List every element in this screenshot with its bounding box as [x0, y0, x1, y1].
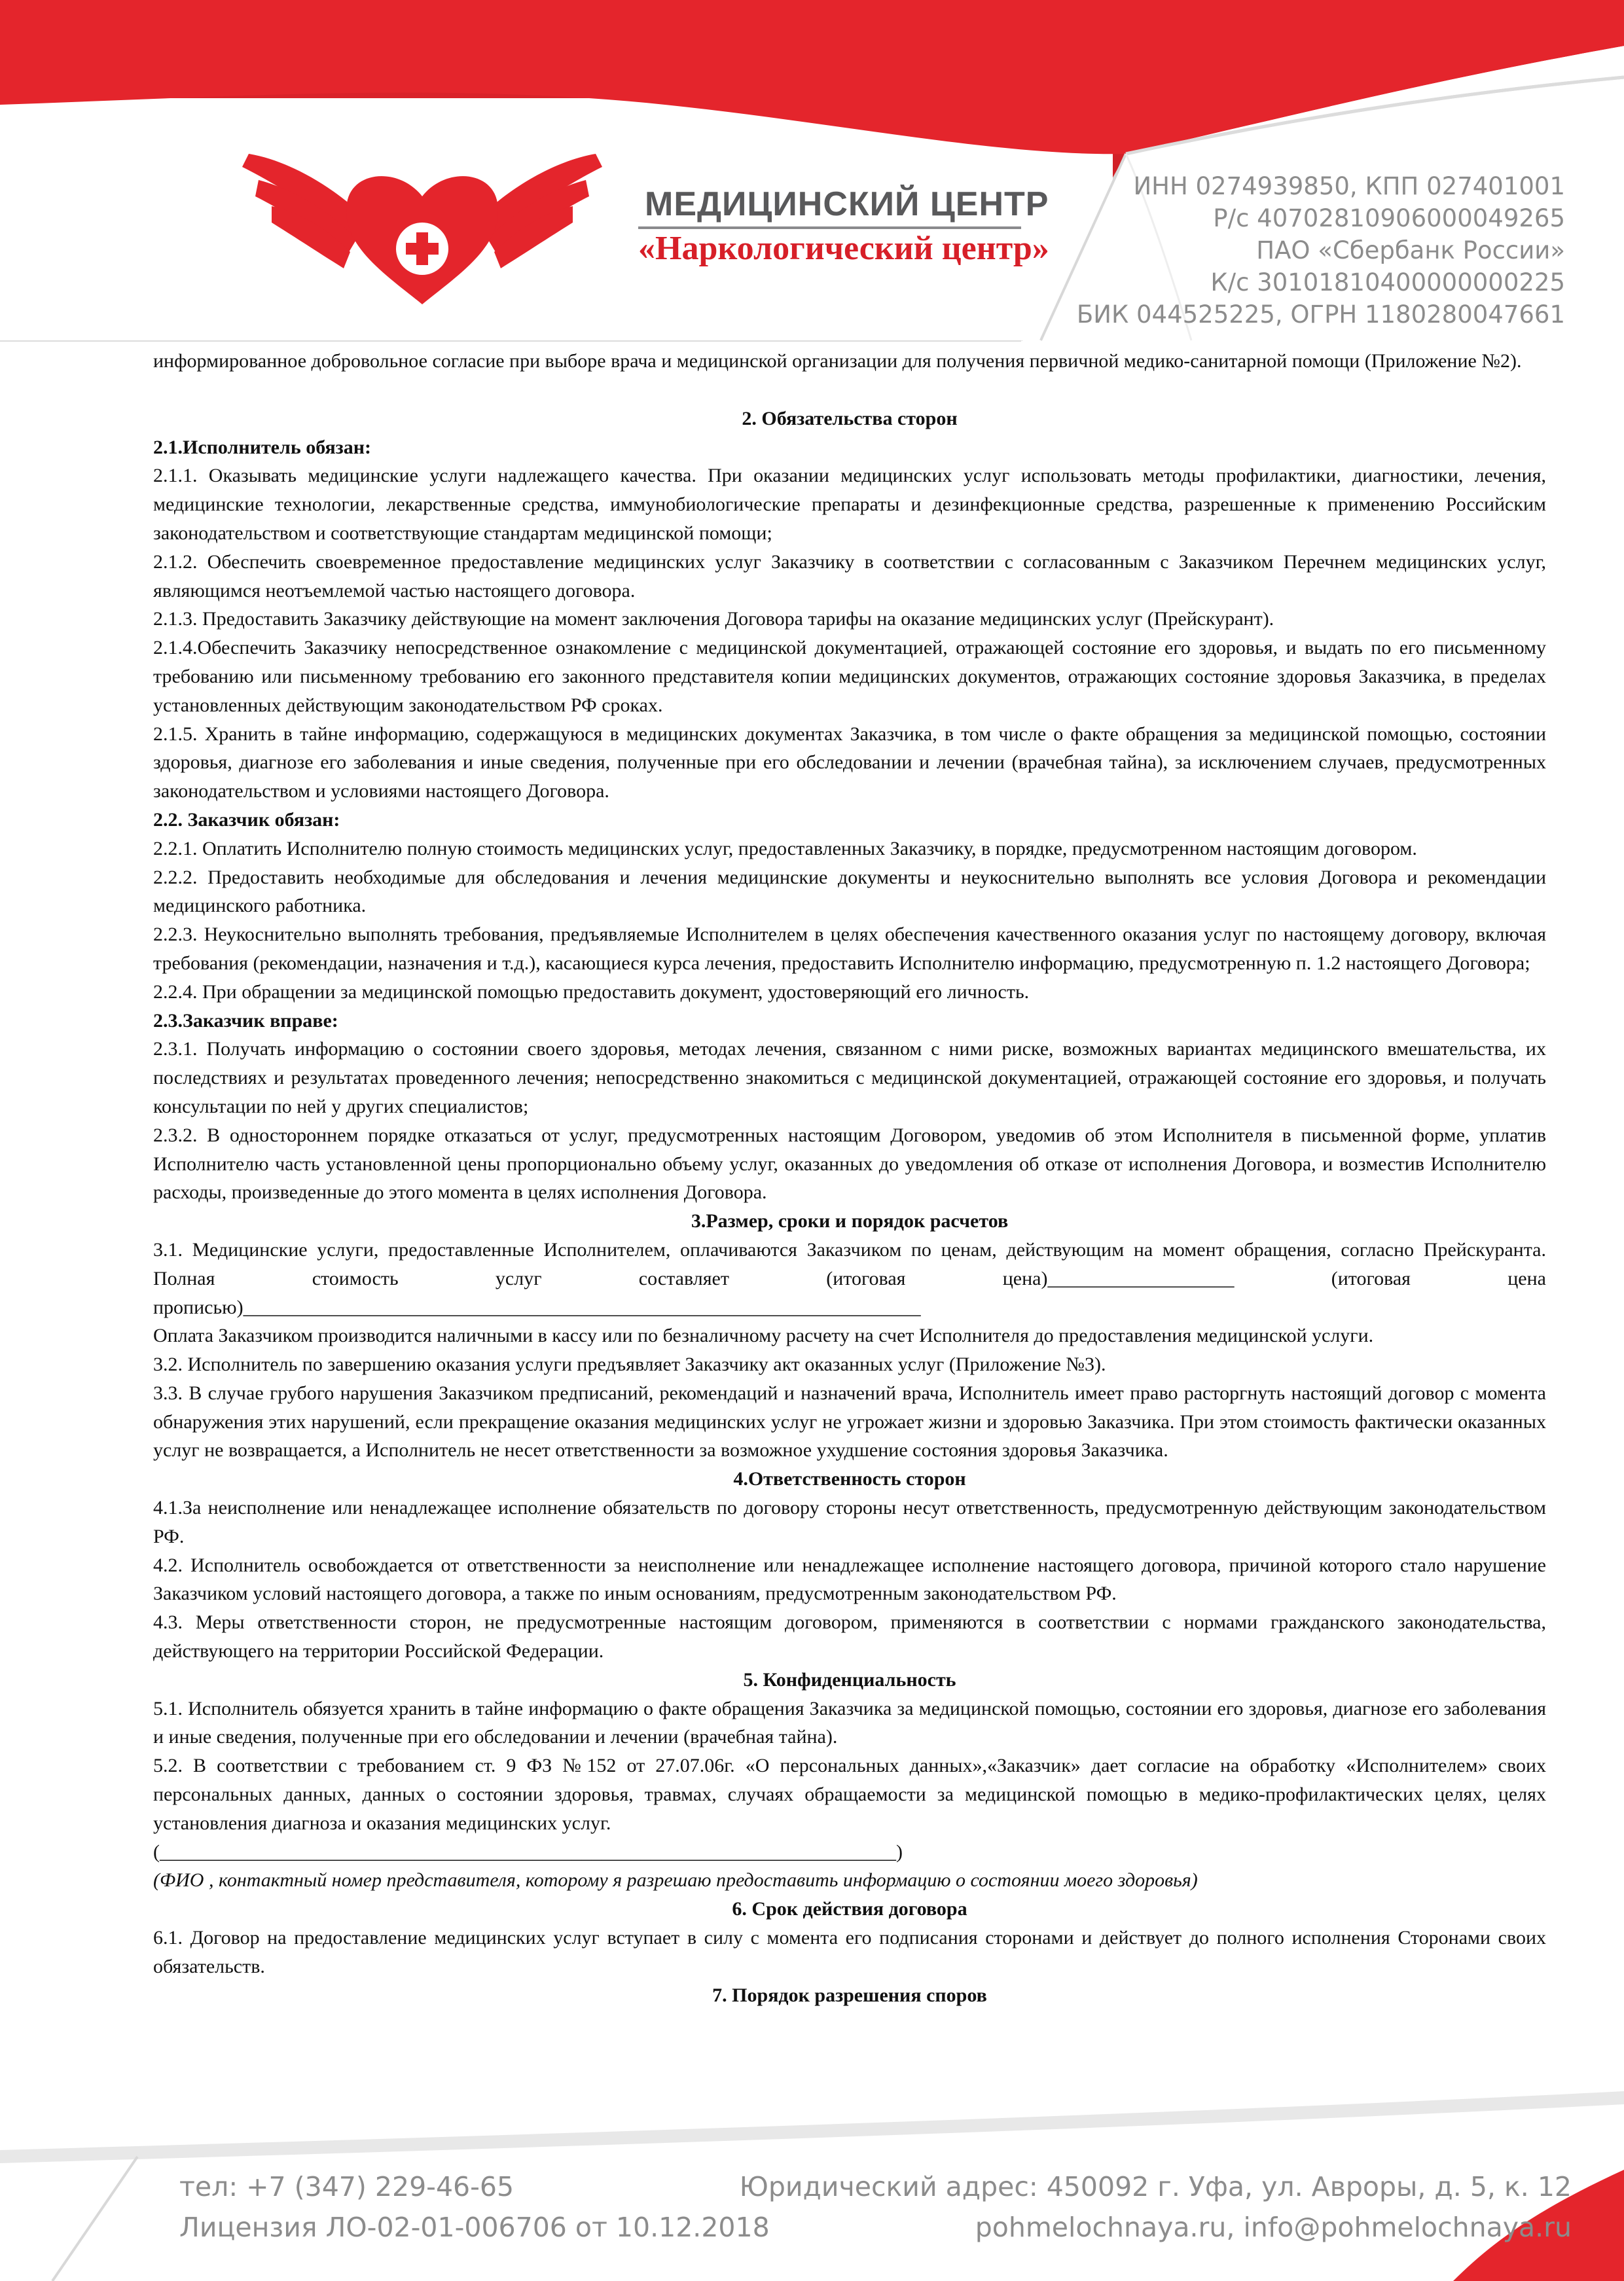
intro-paragraph: информированное добровольное согласие при выборе врача и медицинской организации для получения первичной медико-санитарной помощи (Приложение №2). — [153, 350, 1522, 372]
section-7-title: 7. Порядок разрешения споров — [712, 1984, 987, 2006]
clause-2-1-1: 2.1.1. Оказывать медицинские услуги надлежащего качества. При оказании медицинских услуг использовать методы профилактики, диагностики, лечения, медицинские технологии, лекарственные средства, иммунобиологические препараты и дезинфекционные средства, разрешенные к применению Российским законодательством и соответствующие стандартам медицинской помощи; — [153, 465, 1546, 544]
logo-icon — [236, 141, 609, 311]
requisites — [1077, 170, 1565, 331]
clause-2-1-3: 2.1.3. Предоставить Заказчику действующие на момент заключения Договора тарифы на оказание медицинских услуг (Прейскурант). — [153, 608, 1274, 630]
requisite-account: Р/с 40702810906000049265 — [1213, 204, 1565, 232]
representative-field-note: (ФИО , контактный номер представителя, которому я разрешаю предоставить информацию о состоянии моего здоровья) — [153, 1869, 1198, 1892]
requisite-bank: ПАО «Сбербанк России» — [1256, 236, 1565, 264]
clause-4-3: 4.3. Меры ответственности сторон, не предусмотренные настоящим договором, применяются в соответствии с нормами гражданского законодательства, действующего на территории Российской Федерации. — [153, 1611, 1546, 1662]
clause-3-1: 3.1. Медицинские услуги, предоставленные Исполнителем, оплачиваются Заказчиком по ценам, действующим на момент обращения, согласно Прейскуранта. Полная стоимость услуг составляет (итоговая цена)___________________ (итоговая цена прописью)_____________________________________________________________________ — [153, 1238, 1546, 1318]
section-3-title: 3.Размер, сроки и порядок расчетов — [691, 1210, 1009, 1232]
footer-phone[interactable]: тел: +7 (347) 229-46-65 — [179, 2171, 514, 2202]
clause-5-2: 5.2. В соответствии с требованием ст. 9 ФЗ №152 от 27.07.06г. «О персональных данных»,«Заказчик» дает согласие на обработку «Исполнителем» своих персональных данных, данных о состоянии здоровья, травмах, случаях обращаемости за медицинской помощью в медико-профилактических целях, целях установления диагноза и оказания медицинских услуг. — [153, 1755, 1546, 1834]
requisite-bik-ogrn: БИК 044525225, ОГРН 1180280047661 — [1076, 300, 1565, 329]
clause-2-2-1: 2.2.1. Оплатить Исполнителю полную стоимость медицинских услуг, предоставленных Заказчику, в порядке, предусмотренном настоящим договором. — [153, 837, 1417, 859]
clause-4-1: 4.1.За неисполнение или ненадлежащее исполнение обязательств по договору стороны несут ответственность, предусмотренную действующим законодательством РФ. — [153, 1497, 1546, 1547]
section-2-3-heading: 2.3.Заказчик вправе: — [153, 1009, 338, 1032]
footer-left — [179, 2166, 770, 2248]
clause-3-3: 3.3. В случае грубого нарушения Заказчиком предписаний, рекомендаций и назначений врача, Исполнитель имеет право расторгнуть настоящий договор с момента обнаружения этих нарушений, если прекращение оказания медицинских услуг не угрожает жизни и здоровью Заказчика. При этом стоимость фактически оказанных услуг не возвращается, а Исполнитель не несет ответственности за возможное ухудшение состояния здоровья Заказчика. — [153, 1382, 1546, 1462]
footer-license: Лицензия ЛО-02-01-006706 от 10.12.2018 — [179, 2212, 770, 2243]
brand-subtitle: «Наркологический центр» — [638, 230, 1049, 267]
brand-name: МЕДИЦИНСКИЙ ЦЕНТР — [645, 185, 1049, 223]
representative-blank-field[interactable]: (___________________________________________________________________________) — [153, 1841, 903, 1863]
clause-4-2: 4.2. Исполнитель освобождается от ответственности за неисполнение или ненадлежащее исполнение настоящего договора, причиной которого стало нарушение Заказчиком условий настоящего договора, а также по иным основаниям, предусмотренным законодательством РФ. — [153, 1554, 1546, 1605]
contract-text — [153, 347, 1546, 2009]
clause-2-1-5: 2.1.5. Хранить в тайне информацию, содержащуюся в медицинских документах Заказчика, в том числе о факте обращения за медицинской помощью, состоянии здоровья, диагнозе его заболевания и иные сведения, полученные при его обследовании и лечении (врачебная тайна), за исключением случаев, предусмотренных законодательством и условиями настоящего Договора. — [153, 723, 1546, 802]
clause-3-2: 3.2. Исполнитель по завершению оказания услуги предъявляет Заказчику акт оказанных услуг (Приложение №3). — [153, 1354, 1106, 1376]
clause-2-2-2: 2.2.2. Предоставить необходимые для обследования и лечения медицинские документы и неукоснительно выполнять все условия Договора и рекомендации медицинского работника. — [153, 866, 1546, 917]
clause-2-3-1: 2.3.1. Получать информацию о состоянии своего здоровья, методах лечения, связанном с ними риске, возможных вариантах медицинского вмешательства, их последствиях и результатах проведенного лечения; непосредственно знакомиться с медицинской документацией, отражающей состояние его здоровья, и получать консультации по ней у других специалистов; — [153, 1038, 1546, 1117]
section-6-title: 6. Срок действия договора — [732, 1898, 967, 1920]
clause-2-1-2: 2.1.2. Обеспечить своевременное предоставление медицинских услуг Заказчику в соответствии с согласованным с Заказчиком Перечнем медицинских услуг, являющимся неотъемлемой частью настоящего договора. — [153, 550, 1546, 602]
clause-2-1-4: 2.1.4.Обеспечить Заказчику непосредственное ознакомление с медицинской документацией, отражающей состояние его здоровья, и выдать по его письменному требованию или письменному требованию его законного представителя копии медицинских документов, отражающих состояние здоровья Заказчика, в пределах установленных действующим законодательством РФ сроках. — [153, 637, 1546, 716]
clause-3-1-payment: Оплата Заказчиком производится наличными в кассу или по безналичному расчету на счет Исполнителя до предоставления медицинской услуги. — [153, 1325, 1374, 1347]
requisite-corr-account: К/с 30101810400000000225 — [1210, 268, 1565, 296]
footer-web-email[interactable]: pohmelochnaya.ru, info@pohmelochnaya.ru — [975, 2212, 1572, 2243]
requisite-inn: ИНН 0274939850, КПП 027401001 — [1133, 172, 1565, 200]
footer-right — [740, 2166, 1572, 2248]
clause-2-3-2: 2.3.2. В одностороннем порядке отказаться от услуг, предусмотренных настоящим Договором, уведомив об этом Исполнителя в письменной форме, уплатив Исполнителю часть установленной цены пропорционально объему услуг, оказанных до уведомления об отказе от исполнения Договора, и возместив Исполнителю расходы, произведенные до этого момента в целях исполнения Договора. — [153, 1124, 1546, 1204]
clause-2-2-4: 2.2.4. При обращении за медицинской помощью предоставить документ, удостоверяющий его личность. — [153, 980, 1030, 1003]
clause-2-2-3: 2.2.3. Неукоснительно выполнять требования, предъявляемые Исполнителем в целях обеспечения качественного оказания услуг по настоящему договору, включая требования (рекомендации, назначения и т.д.), касающиеся курса лечения, предоставить Исполнителю информацию, предусмотренную п. 1.2 настоящего Договора; — [153, 924, 1546, 974]
clause-5-1: 5.1. Исполнитель обязуется хранить в тайне информацию о факте обращения Заказчика за медицинской помощью, состоянии его здоровья, диагнозе его заболевания и иные сведения, полученные при его обследовании и лечении (врачебная тайна). — [153, 1697, 1546, 1748]
section-2-2-heading: 2.2. Заказчик обязан: — [153, 808, 340, 831]
section-2-1-heading: 2.1.Исполнитель обязан: — [153, 436, 372, 458]
section-5-title: 5. Конфиденциальность — [743, 1668, 956, 1691]
clause-6-1: 6.1. Договор на предоставление медицинских услуг вступает в силу с момента его подписания сторонами и действует до полного исполнения Сторонами своих обязательств. — [153, 1927, 1546, 1977]
section-4-title: 4.Ответственность сторон — [733, 1468, 966, 1490]
footer-address: Юридический адрес: 450092 г. Уфа, ул. Авроры, д. 5, к. 12 — [739, 2171, 1572, 2202]
section-2-title: 2. Обязательства сторон — [742, 407, 958, 429]
